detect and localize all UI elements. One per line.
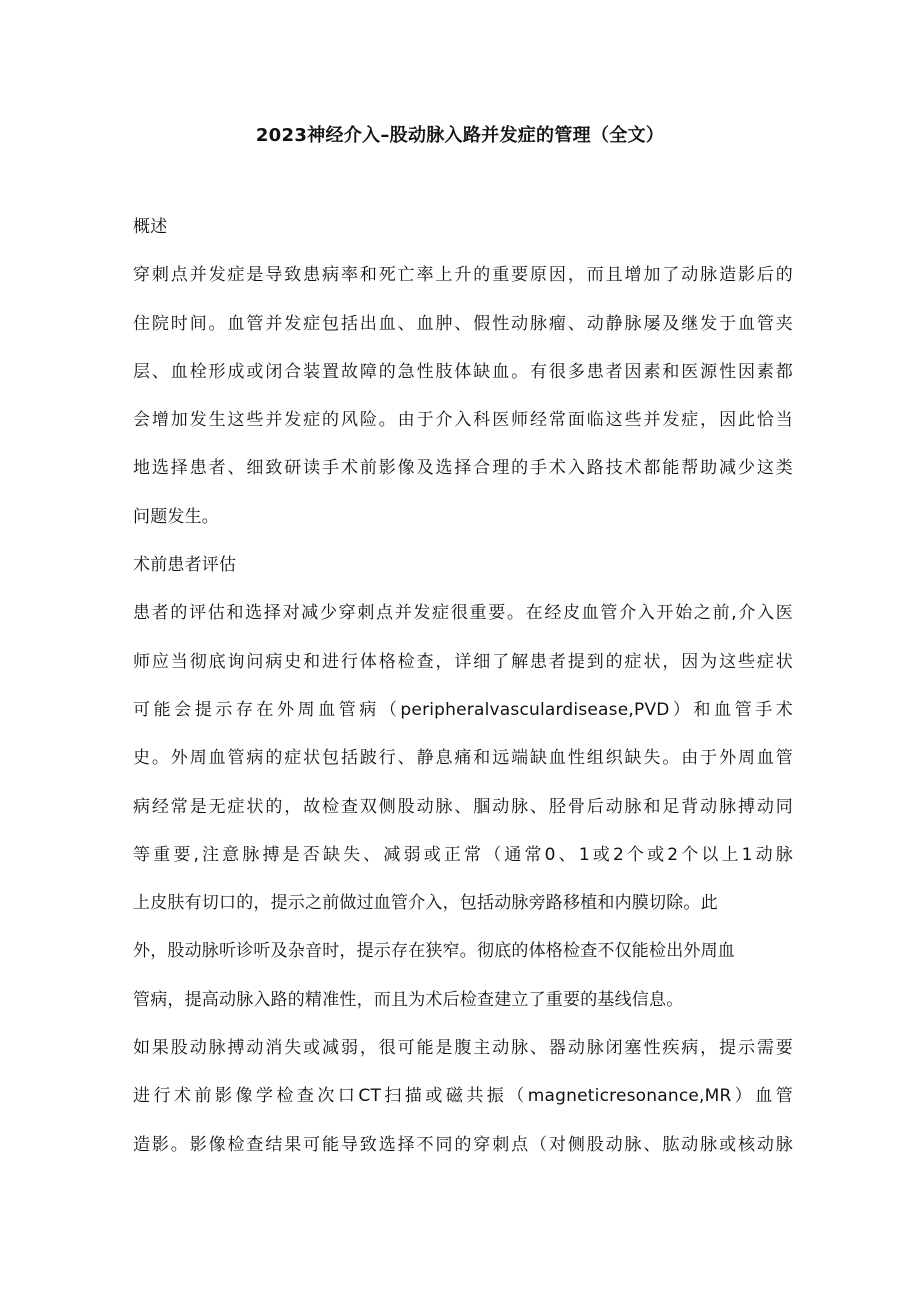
paragraph-line: 可能会提示存在外周血管病（peripheralvasculardisease,PVD）和血管手术: [133, 699, 793, 720]
section-heading-overview: 概述: [133, 217, 168, 237]
paragraph-line: 层、血栓形成或闭合装置故障的急性肢体缺血。有很多患者因素和医源性因素都: [133, 361, 793, 382]
paragraph-line: 史。外周血管病的症状包括跛行、静息痛和远端缺血性组织缺失。由于外周血管: [133, 748, 793, 769]
paragraph-line: 问题发生。: [133, 506, 219, 527]
paragraph-line: 会增加发生这些并发症的风险。由于介入科医师经常面临这些并发症，因此恰当: [133, 410, 793, 431]
paragraph-line: 造影。影像检查结果可能导致选择不同的穿刺点（对侧股动脉、肱动脉或核动脉: [133, 1134, 793, 1155]
paragraph-line: 管病，提高动脉入路的精准性，而且为术后检查建立了重要的基线信息。: [133, 989, 684, 1010]
paragraph-line: 如果股动脉搏动消失或减弱，很可能是腹主动脉、器动脉闭塞性疾病，提示需要: [133, 1038, 793, 1059]
paragraph-line: 住院时间。血管并发症包括出血、血肿、假性动脉瘤、动静脉屡及继发于血管夹: [133, 313, 793, 334]
document-body: [133, 214, 793, 1180]
paragraph-line: 穿刺点并发症是导致患病率和死亡率上升的重要原因，而且增加了动脉造影后的: [133, 265, 793, 286]
paragraph-line: 师应当彻底询问病史和进行体格检查，详细了解患者提到的症状，因为这些症状: [133, 651, 793, 672]
paragraph-line: 患者的评估和选择对减少穿刺点并发症很重要。在经皮血管介入开始之前,介入医: [133, 603, 793, 624]
paragraph-line: 上皮肤有切口的，提示之前做过血管介入，包括动脉旁路移植和内膜切除。此: [133, 893, 718, 914]
document-title: 2023神经介入–股动脉入路并发症的管理（全文）: [255, 125, 665, 146]
paragraph-line: 地选择患者、细致研读手术前影像及选择合理的手术入路技术都能帮助减少这类: [133, 458, 793, 479]
paragraph-line: 进行术前影像学检查次口CT扫描或磁共振（magneticresonance,MR）血管: [133, 1086, 793, 1107]
paragraph-line: 等重要,注意脉搏是否缺失、减弱或正常（通常0、1或2个或2个以上1动脉: [133, 844, 793, 865]
section-heading-preop-assessment: 术前患者评估: [133, 555, 237, 576]
paragraph-line: 外，股动脉听诊听及杂音时，提示存在狭窄。彻底的体格检查不仅能检出外周血: [133, 941, 735, 962]
paragraph-line: 病经常是无症状的，故检查双侧股动脉、腘动脉、胫骨后动脉和足背动脉搏动同: [133, 796, 793, 817]
